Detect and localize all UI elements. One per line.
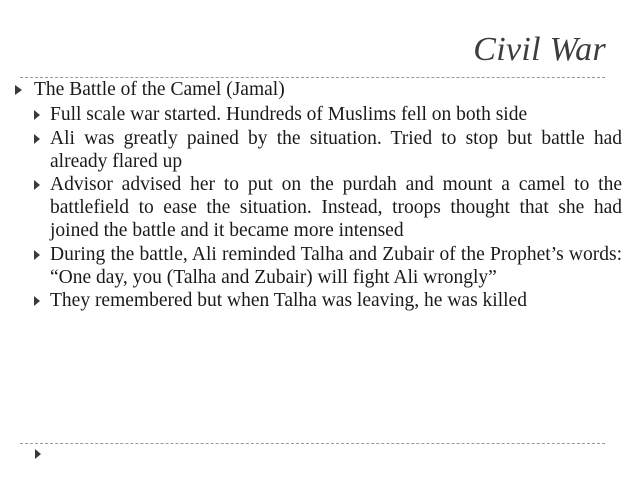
triangle-right-icon <box>34 134 40 144</box>
main-point-text: The Battle of the Camel (Jamal) <box>34 79 285 100</box>
bullet-list <box>14 78 622 314</box>
triangle-right-icon <box>35 449 41 459</box>
sub-point <box>14 244 622 290</box>
triangle-right-icon <box>15 85 22 95</box>
sub-point-list <box>14 104 622 313</box>
slide-title: Civil War <box>473 31 606 68</box>
sub-point-text: They remembered but when Talha was leaving, he was killed <box>50 290 527 312</box>
main-point <box>14 78 622 102</box>
sub-point <box>14 174 622 242</box>
sub-point-text: During the battle, Ali reminded Talha and Zubair of the Prophet’s words: “One day, you (Talha and Zubair) will fight Ali wrongly” <box>50 243 622 288</box>
sub-point <box>14 128 622 174</box>
sub-point <box>14 290 622 313</box>
footer-divider <box>20 443 605 444</box>
sub-point-text: Full scale war started. Hundreds of Muslims fell on both side <box>50 104 528 125</box>
sub-point-text: Ali was greatly pained by the situation. Tried to stop but battle had already flared up <box>50 127 622 172</box>
triangle-right-icon <box>34 180 40 190</box>
triangle-right-icon <box>34 296 40 306</box>
sub-point <box>14 104 622 127</box>
triangle-right-icon <box>34 110 40 120</box>
triangle-right-icon <box>34 250 40 260</box>
sub-point-text: Advisor advised her to put on the purdah and mount a camel to the battlefield to ease the situation. Instead, troops thought that she had joined the battle and it became more intensed <box>50 174 622 241</box>
